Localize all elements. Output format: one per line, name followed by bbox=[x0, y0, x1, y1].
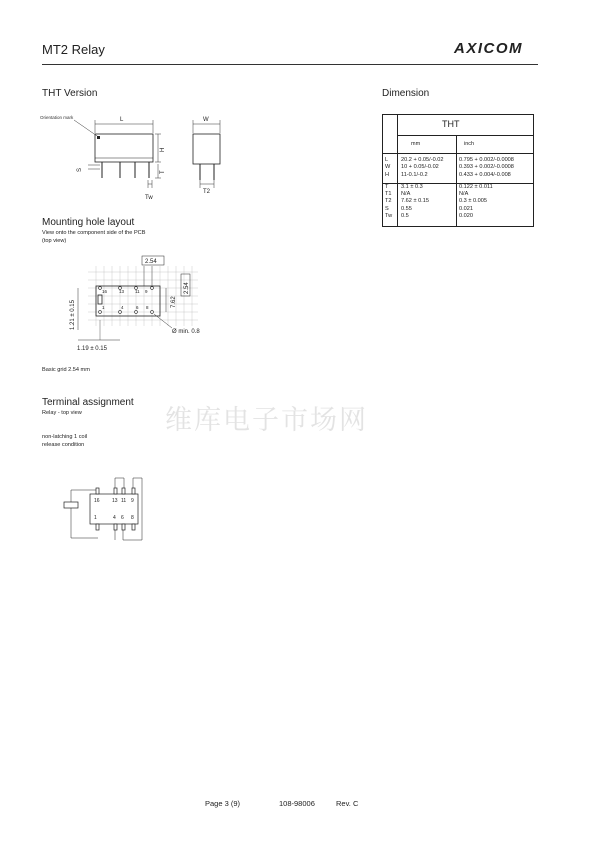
dim-t-label: T bbox=[160, 170, 166, 174]
dim-tw-label: Tw bbox=[145, 195, 153, 201]
tht-version-heading: THT Version bbox=[42, 88, 98, 99]
term-pin-13: 13 bbox=[112, 498, 118, 504]
unit-mm: mm bbox=[411, 141, 421, 147]
term-pin-11: 11 bbox=[121, 498, 127, 504]
term-pin-16: 16 bbox=[94, 498, 100, 504]
dim-row-w: W 10 + 0.05/-0.02 0.393 + 0.002/-0.0008 bbox=[385, 164, 514, 171]
dim-row-t: T 3.1 ± 0.3 0.122 ± 0.011 bbox=[385, 184, 493, 190]
dim-h-label: H bbox=[160, 147, 166, 152]
term-pin-9: 9 bbox=[131, 498, 134, 504]
hole-pin-9: 9 bbox=[145, 289, 148, 294]
dim-121: 1.21 ± 0.15 bbox=[70, 300, 76, 330]
hole-pin-4: 4 bbox=[121, 305, 124, 310]
mounting-hole-drawing bbox=[40, 250, 230, 360]
footer-doc-number: 108-98006 bbox=[279, 799, 315, 808]
tht-version-drawing bbox=[40, 108, 240, 208]
terminal-schematic bbox=[60, 472, 150, 544]
watermark-text: 维库电子市场网 bbox=[165, 405, 368, 436]
header-rule bbox=[42, 64, 538, 65]
page-title: MT2 Relay bbox=[42, 42, 105, 57]
coil-symbol bbox=[64, 502, 78, 508]
dimension-rows-group2 bbox=[385, 184, 533, 220]
hole-pin-6: 6 bbox=[136, 305, 139, 310]
hole-pin-16: 16 bbox=[102, 289, 108, 294]
hole-pin-11: 11 bbox=[135, 289, 140, 294]
term-pin-8: 8 bbox=[131, 515, 134, 521]
terminal-sub: Relay - top view bbox=[42, 410, 82, 416]
dim-s-label: S bbox=[77, 167, 83, 172]
dim-w-label: W bbox=[203, 117, 209, 123]
mounting-sub1: View onto the component side of the PCB bbox=[42, 230, 146, 236]
dimension-col-header: THT bbox=[442, 119, 460, 129]
dimension-table bbox=[382, 114, 534, 227]
dim-254-side: 2.54 bbox=[184, 282, 190, 294]
dim-row-s: S 0.55 0.021 bbox=[385, 205, 473, 212]
hole-diameter-note: Ø min. 0.8 bbox=[172, 329, 200, 335]
orientation-mark-label: Orientation mark bbox=[40, 115, 74, 120]
dim-row-l: L 20.2 + 0.05/-0.02 0.795 + 0.002/-0.0008 bbox=[385, 157, 514, 163]
terminal-heading: Terminal assignment bbox=[42, 397, 134, 408]
hole-pin-1: 1 bbox=[102, 305, 105, 310]
dim-row-t2: T2 7.62 ± 0.15 0.3 ± 0.005 bbox=[385, 198, 487, 205]
footer-page: Page 3 (9) bbox=[205, 799, 241, 808]
footer-revision: Rev. C bbox=[336, 799, 359, 808]
hole-pin-13: 13 bbox=[119, 289, 125, 294]
relay-front-body bbox=[193, 134, 220, 164]
dim-254-top: 2.54 bbox=[145, 259, 157, 265]
term-pin-4: 4 bbox=[113, 515, 116, 521]
terminal-note2: release condition bbox=[42, 442, 85, 448]
unit-inch: inch bbox=[464, 141, 475, 147]
dim-row-t1: T1 N/A N/A bbox=[385, 191, 469, 198]
term-pin-6: 6 bbox=[121, 515, 124, 521]
dimension-heading: Dimension bbox=[382, 88, 430, 99]
basic-grid-note: Basic grid 2.54 mm bbox=[42, 367, 90, 373]
dimension-rows-group1 bbox=[385, 157, 533, 179]
term-pin-1: 1 bbox=[94, 515, 97, 521]
dim-row-h: H 11-0.1/-0.2 0.433 + 0.004/-0.008 bbox=[385, 171, 511, 178]
mounting-heading: Mounting hole layout bbox=[42, 217, 135, 228]
dim-119: 1.19 ± 0.15 bbox=[77, 346, 107, 352]
dim-762: 7.62 bbox=[171, 296, 177, 308]
mounting-sub2: (top view) bbox=[42, 238, 67, 244]
terminal-note1: non-latching 1 coil bbox=[42, 434, 88, 440]
dim-t2-label: T2 bbox=[203, 189, 211, 195]
dim-l-label: L bbox=[120, 117, 124, 123]
dim-row-tw: Tw 0.5 0.020 bbox=[385, 212, 473, 219]
hole-pin-8: 8 bbox=[146, 305, 149, 310]
brand-logo: AXICOM bbox=[454, 40, 523, 57]
